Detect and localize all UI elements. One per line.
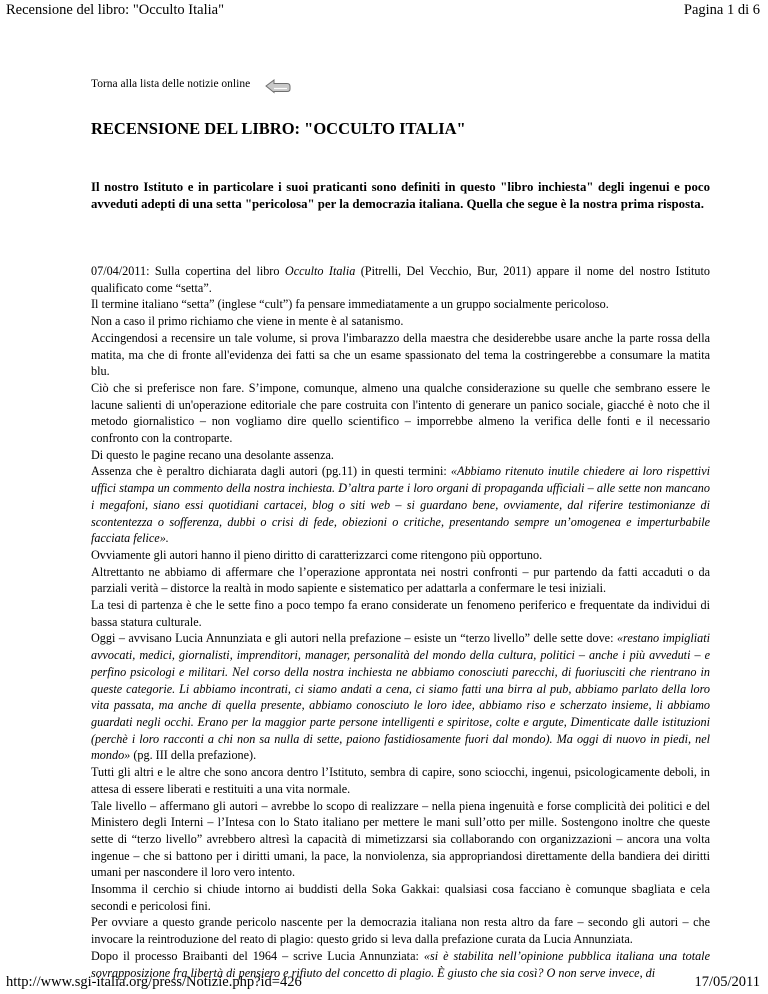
article-paragraph	[91, 263, 710, 296]
article-title: RECENSIONE DEL LIBRO: "OCCULTO ITALIA"	[91, 119, 466, 138]
quoted-text: Occulto Italia	[284, 264, 356, 278]
paragraph-text: Dopo il processo Braibanti del 1964 – scrive Lucia Annunziata:	[91, 948, 424, 963]
article-paragraph	[91, 597, 710, 630]
article-paragraph	[91, 313, 710, 330]
article-paragraph	[91, 463, 710, 547]
article-paragraph	[91, 547, 710, 564]
paragraph-text: (pg. III della prefazione).	[130, 748, 257, 763]
article-paragraph	[91, 564, 710, 597]
paragraph-text: Accingendosi a recensire un tale volume, si prova l'imbarazzo della maestra che desiderebbe usare anche la parte rossa della matita, ma che di fronte all'evidenza dei fatti sa che un esame spassionato del tema la costringerebbe a consumare la matita blu.	[91, 330, 710, 379]
article-paragraph	[91, 914, 710, 947]
article-body	[91, 263, 711, 980]
paragraph-text: 07/04/2011: Sulla copertina del libro	[91, 264, 285, 278]
paragraph-text: (Pitrelli, Del Vecchio, Bur, 2011) appare il nome del nostro Istituto qualificato come “setta”.	[91, 264, 710, 295]
article-paragraph	[91, 447, 710, 464]
article-paragraph	[91, 330, 710, 380]
paragraph-text: Assenza che è peraltro dichiarata dagli autori (pg.11) in questi termini:	[91, 464, 451, 479]
article-paragraph	[91, 630, 710, 764]
quoted-text: «Abbiamo ritenuto inutile chiedere ai loro rispettivi uffici stampa un commento della nostra inchiesta. D’altra parte i loro organi di propaganda ufficiali – alle sette non mancano i megafoni, siano essi quotidiani cartacei, blog o siti web – si guardano bene, ovviamente, dal riferire testimonianze di scontentezza o sofferenza, dubbi o crisi di fede, obiezioni o critiche, presentando sempre un’omogenea e imperturbabile facciata felice».	[91, 464, 710, 546]
print-date: 17/05/2011	[694, 974, 760, 990]
back-arrow-icon[interactable]	[265, 78, 291, 95]
article-paragraph	[91, 296, 710, 313]
back-to-news-link[interactable]: Torna alla lista delle notizie online	[91, 78, 251, 90]
paragraph-text: Ovviamente gli autori hanno il pieno diritto di caratterizzarci come ritengono più opportuno.	[91, 547, 543, 562]
paragraph-text: Altrettanto ne abbiamo di affermare che l’operazione approntata nei nostri confronti – pur partendo da fatti accaduti o da parziali verità – distorce la realtà in modo sapiente e sistematico per adattarla a confermare le tesi iniziali.	[91, 564, 710, 596]
article-paragraph	[91, 881, 710, 914]
paragraph-text: La tesi di partenza è che le sette fino a poco tempo fa erano considerate un fenomeno periferico e frequentate da individui di bassa statura culturale.	[91, 598, 710, 629]
page-header-title: Recensione del libro: "Occulto Italia"	[6, 2, 224, 18]
paragraph-text: Ciò che si preferisce non fare. S’impone, comunque, almeno una qualche considerazione su quelle che sembrano essere le lacune salienti di un'operazione editoriale che pare costruita con l'intento di generare un panico sociale, giacché è noto che il metodo giornalistico – non vogliamo dire quello scientifico – imporrebbe almeno la verifica delle fonti e il necessario confronto con la controparte.	[91, 380, 710, 446]
article-intro: Il nostro Istituto e in particolare i suoi praticanti sono definiti in questo "libro inchiesta" degli ingenui e poco avveduti adepti di una setta "pericolosa" per la democrazia italiana. Quella che segue è la nostra prima risposta.	[91, 180, 710, 211]
paragraph-text: Di questo le pagine recano una desolante assenza.	[91, 447, 334, 462]
page-url: http://www.sgi-italia.org/press/Notizie.php?id=426	[6, 974, 302, 990]
paragraph-text: Insomma il cerchio si chiude intorno ai buddisti della Soka Gakkai: qualsiasi cosa facciano è comunque sbagliata e cela secondi e pericolosi fini.	[91, 882, 710, 913]
paragraph-text: Non a caso il primo richiamo che viene in mente è al satanismo.	[91, 314, 404, 329]
article-paragraph	[91, 380, 710, 447]
paragraph-text: Per ovviare a questo grande pericolo nascente per la democrazia italiana non resta altro da fare – secondo gli autori – che invocare la reintroduzione del reato di plagio: questo grido si leva dalla prefazione curata da Lucia Annunziata.	[91, 915, 710, 947]
paragraph-text: Oggi – avvisano Lucia Annunziata e gli autori nella prefazione – esiste un “terzo livello” delle sette dove:	[91, 631, 617, 646]
paragraph-text: Tale livello – affermano gli autori – avrebbe lo scopo di realizzare – nella piena ingenuità e forse complicità dei politici e del Ministero degli Interni – l’Intesa con lo Stato italiano per mettere le mani sull’otto per mille. Sostengono inoltre che queste sette di “terzo livello” avrebbero altresì la capacità di mimetizzarsi sia collaborando con organizzazioni – ancora una volta ingenue – che si battono per i diritti umani, la pace, la nonviolenza, sia appropriandosi direttamente della bandiera dei diritti umani per nascondere il loro vero intento.	[91, 798, 710, 880]
quoted-text: «restano impigliati avvocati, medici, giornalisti, imprenditori, manager, personalità del mondo della cultura, politici – anche i più avveduti – e perfino psicologi e militari. Nel corso della nostra inchiesta ne abbiamo conosciuti parecchi, di fuoriusciti che rientrano in queste categorie. Li abbiamo incontrati, ci siamo andati a cena, ci siamo fatti una birra al pub, abbiamo parlato della loro vita passata, ma anche di quella presente, abbiamo conosciuto le loro idee, abbiamo riso e scherzato insieme, li abbiamo guardati negli occhi. Erano per la maggior parte persone intelligenti e spiritose, colte e argute, Dimenticate dalle istituzioni (perchè i loro racconti a chi non sa nulla di sette, paiono fastidiosamente fuori dal mondo). Ma oggi di nuovo in piedi, nel mondo»	[91, 631, 711, 763]
quoted-text: «si è stabilita nell’opinione pubblica italiana una totale sovrapposizione fra libertà di pensiero e rifiuto del concetto di plagio. È giusto che sia così? O non serve invece, di	[91, 948, 710, 980]
paragraph-text: Tutti gli altri e le altre che sono ancora dentro l’Istituto, sembra di capire, sono sciocchi, ingenui, psicologicamente deboli, in attesa di essere liberati e restituiti a una vita normale.	[91, 765, 710, 796]
paragraph-text: Il termine italiano “setta” (inglese “cult”) fa pensare immediatamente a un gruppo socialmente pericoloso.	[91, 297, 609, 312]
article-paragraph	[91, 764, 710, 797]
article-paragraph	[91, 798, 710, 882]
page-number: Pagina 1 di 6	[683, 2, 760, 18]
